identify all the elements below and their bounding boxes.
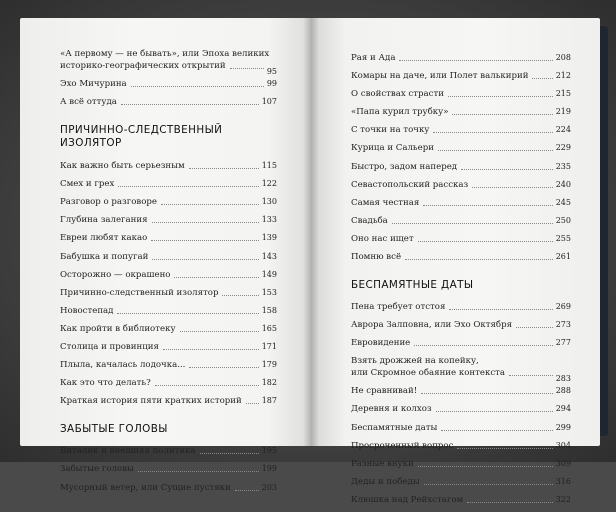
section-entries: [351, 301, 571, 349]
toc-dot-leader: [392, 222, 553, 224]
toc-entry: [351, 161, 571, 173]
section-heading: БЕСПАМЯТНЫЕ ДАТЫ: [351, 279, 474, 292]
toc-page-number: 203: [261, 482, 277, 492]
right-toc: [351, 52, 571, 512]
toc-dot-leader: [424, 483, 553, 485]
toc-entry: [60, 214, 277, 226]
toc-entry-title: Глубина залегания: [60, 215, 148, 226]
toc-entry: [351, 458, 571, 470]
toc-page-number: 322: [555, 494, 571, 504]
toc-dot-leader: [509, 374, 553, 376]
toc-entry-title: Как это что делать?: [60, 378, 151, 389]
toc-dot-leader: [230, 67, 264, 69]
toc-page-number: 95: [266, 67, 277, 76]
toc-entry-title: Беспамятные даты: [351, 422, 438, 433]
toc-page-number: 195: [261, 446, 277, 456]
toc-dot-leader: [467, 501, 553, 503]
toc-page-number: 149: [261, 269, 277, 279]
toc-page-number: 115: [261, 161, 277, 171]
toc-dot-leader: [438, 149, 553, 151]
toc-page-number: 219: [555, 107, 571, 117]
toc-entry: [351, 440, 571, 452]
toc-entry-title: Эхо Мичурина: [60, 79, 127, 89]
toc-entry-title: Комары на даче, или Полет валькирий: [351, 71, 529, 82]
toc-entry-title: Курица и Сальери: [351, 143, 434, 154]
toc-entry-title: «Папа курил трубку»: [351, 107, 449, 118]
toc-entry: [351, 319, 571, 331]
toc-entry-title: Разные внуки: [351, 458, 414, 469]
toc-entry-title: Деды и победы: [351, 476, 420, 487]
toc-dot-leader: [121, 103, 259, 105]
left-toc: [60, 48, 277, 500]
toc-dot-leader: [452, 113, 552, 115]
section-entries: [351, 52, 571, 263]
toc-dot-leader: [457, 447, 552, 449]
toc-entry-title: Осторожно — окрашено: [60, 269, 171, 280]
toc-entry: [60, 323, 277, 335]
toc-entry-title: С точки на точку: [351, 125, 430, 136]
toc-page-number: 224: [555, 125, 571, 135]
toc-page-number: 187: [261, 396, 277, 406]
toc-entry-title: Аврора Залповна, или Эхо Октября: [351, 320, 513, 331]
toc-dot-leader: [418, 240, 553, 242]
section-entries: [60, 445, 277, 493]
toc-entry-title: Забытые головы: [60, 464, 134, 475]
section-heading-line1: ПРИЧИННО-СЛЕДСТВЕННЫЙ: [60, 124, 223, 137]
toc-entry-title: Пена требует отстоя: [351, 302, 446, 313]
toc-dot-leader: [222, 294, 258, 296]
toc-entry-title: А всё оттуда: [60, 97, 117, 108]
toc-dot-leader: [433, 131, 552, 133]
toc-page-number: 245: [555, 197, 571, 207]
toc-entry-title: Столица и провинция: [60, 342, 159, 353]
toc-entry-title-line2: историко-географических открытий: [60, 61, 226, 71]
right-page: [311, 18, 600, 505]
toc-entry-title: Как пройти в библиотеку: [60, 323, 176, 334]
section-entries: [351, 385, 571, 506]
toc-entry: [351, 233, 571, 245]
toc-dot-leader: [532, 77, 552, 79]
toc-entry-title: Новостепад: [60, 305, 114, 316]
toc-entry-title-line2: или Скромное обаяние контекста: [351, 368, 506, 379]
toc-entry: [60, 269, 277, 281]
toc-entry-title: Разговор о разговоре: [60, 197, 158, 208]
toc-entry: [351, 106, 571, 118]
toc-entry: [351, 301, 571, 313]
toc-page-number: 304: [555, 440, 571, 450]
toc-entry: [60, 78, 277, 90]
toc-entry: [351, 88, 571, 100]
toc-page-number: 235: [555, 161, 571, 171]
toc-entry: [60, 482, 277, 494]
toc-entry: [351, 403, 571, 415]
toc-dot-leader: [405, 258, 553, 260]
toc-page-number: 299: [555, 422, 571, 432]
toc-dot-leader: [200, 452, 259, 454]
toc-page-number: 250: [555, 215, 571, 225]
toc-page-number: 122: [261, 179, 277, 189]
toc-dot-leader: [151, 239, 258, 241]
toc-entry: [351, 197, 571, 209]
toc-page-number: 212: [555, 71, 571, 81]
toc-entry-title: Евровидение: [351, 338, 411, 349]
toc-entry: [60, 232, 277, 244]
toc-dot-leader: [472, 186, 553, 188]
toc-page-number: 240: [555, 179, 571, 189]
toc-entry: [351, 215, 571, 227]
toc-entry: [60, 445, 277, 457]
toc-page-number: 133: [261, 215, 277, 225]
toc-page-number: 255: [555, 233, 571, 243]
toc-entry: [60, 463, 277, 475]
toc-dot-leader: [152, 221, 259, 223]
toc-dot-leader: [246, 402, 259, 404]
toc-entry-title: Свадьба: [351, 215, 388, 226]
toc-entry-title: Рая и Ада: [351, 53, 396, 63]
toc-entry: [60, 377, 277, 389]
toc-entry: [351, 179, 571, 191]
toc-entry: [60, 359, 277, 371]
toc-entry: [60, 48, 277, 76]
toc-dot-leader: [163, 348, 259, 350]
toc-entry: [351, 494, 571, 506]
toc-entry-title: Евреи любят какао: [60, 233, 148, 244]
toc-entry: [351, 124, 571, 136]
toc-dot-leader: [516, 326, 553, 328]
toc-page-number: 208: [555, 53, 571, 62]
toc-dot-leader: [161, 203, 259, 205]
toc-entry: [351, 385, 571, 397]
toc-page-number: 277: [555, 338, 571, 348]
toc-dot-leader: [118, 185, 258, 187]
toc-entry-title-line1: Взять дрожжей на копейку,: [351, 356, 479, 367]
section-heading: [60, 124, 277, 150]
toc-entry-title: Оно нас ищет: [351, 233, 414, 244]
toc-entry: [60, 305, 277, 317]
toc-page-number: 153: [261, 287, 277, 297]
toc-dot-leader: [414, 344, 552, 346]
toc-page-number: 215: [555, 89, 571, 99]
toc-page-number: 99: [266, 79, 277, 88]
toc-dot-leader: [235, 489, 259, 491]
toc-entry: [351, 251, 571, 263]
toc-dot-leader: [138, 470, 259, 472]
toc-entry-title: Бабушка и попугай: [60, 251, 149, 262]
toc-page-number: 165: [261, 323, 277, 333]
toc-page-number: 179: [261, 360, 277, 370]
toc-dot-leader: [180, 330, 259, 332]
toc-page-number: 107: [261, 97, 277, 107]
toc-entry-title: О свойствах страсти: [351, 89, 444, 100]
toc-dot-leader: [155, 384, 259, 386]
toc-entry-title: Виталик и внешняя политика: [60, 446, 196, 457]
toc-dot-leader: [189, 366, 258, 368]
toc-page-number: 143: [261, 251, 277, 261]
toc-dot-leader: [441, 429, 552, 431]
toc-entry: [351, 337, 571, 349]
toc-entry-title: Деревня и колхоз: [351, 404, 432, 415]
toc-entry: [60, 160, 277, 172]
left-page: [20, 18, 311, 493]
toc-entry-title: Как важно быть серьезным: [60, 161, 185, 172]
toc-entry-title: Севастопольский рассказ: [351, 179, 469, 190]
toc-entry: [60, 196, 277, 208]
toc-entry-title: Плыла, качалась лодочка...: [60, 360, 186, 371]
toc-entry: [351, 52, 571, 64]
toc-dot-leader: [436, 410, 553, 412]
toc-page-number: 316: [555, 476, 571, 486]
toc-entry-title: Мусорный ветер, или Сущие пустяки: [60, 482, 231, 493]
toc-entry: [60, 251, 277, 263]
toc-entry: [60, 395, 277, 407]
toc-page-number: 273: [555, 320, 571, 330]
toc-entry-title: Клюшка над Рейхстагом: [351, 494, 464, 505]
toc-entry-title-line1: «А первому — не бывать», или Эпоха великих: [60, 49, 270, 59]
toc-page-number: 171: [261, 342, 277, 352]
toc-entry-title: Помню всё: [351, 252, 402, 263]
toc-page-number: 229: [555, 143, 571, 153]
toc-page-number: 130: [261, 197, 277, 207]
toc-page-number: 139: [261, 233, 277, 243]
toc-entry: [351, 476, 571, 488]
toc-entry-title: Не сравнивай!: [351, 386, 418, 397]
toc-dot-leader: [189, 167, 259, 169]
toc-dot-leader: [449, 308, 552, 310]
toc-entry-title: Краткая история пяти кратких историй: [60, 396, 242, 407]
toc-entry: [60, 287, 277, 299]
toc-entry: [60, 341, 277, 353]
toc-dot-leader: [131, 85, 264, 87]
toc-dot-leader: [152, 258, 258, 260]
section-entries: [60, 160, 277, 407]
toc-entry-title: Быстро, задом наперед: [351, 161, 458, 172]
toc-page-number: 283: [555, 374, 571, 384]
toc-entry: [60, 96, 277, 108]
toc-dot-leader: [399, 59, 552, 61]
toc-entry: [351, 422, 571, 434]
open-book: [20, 18, 602, 505]
toc-dot-leader: [448, 95, 553, 97]
toc-entry-title: Самая честная: [351, 197, 420, 208]
toc-page-number: 309: [555, 458, 571, 468]
toc-dot-leader: [423, 204, 552, 206]
toc-dot-leader: [418, 465, 553, 467]
toc-entry: [351, 142, 571, 154]
book-spine-shadow: [303, 18, 319, 446]
toc-page-number: 294: [555, 404, 571, 414]
toc-dot-leader: [461, 168, 553, 170]
toc-entry: [60, 178, 277, 190]
toc-dot-leader: [421, 392, 553, 394]
toc-page-number: 269: [555, 302, 571, 312]
toc-entry-title: Просроченный вопрос: [351, 440, 454, 451]
toc-page-number: 182: [261, 378, 277, 388]
toc-dot-leader: [174, 276, 258, 278]
toc-dot-leader: [117, 312, 258, 314]
toc-entry-title: Причинно-следственный изолятор: [60, 287, 219, 298]
section-heading: ЗАБЫТЫЕ ГОЛОВЫ: [60, 423, 168, 436]
toc-page-number: 199: [261, 464, 277, 474]
toc-page-number: 261: [555, 252, 571, 262]
toc-entry: [351, 355, 571, 384]
toc-page-number: 288: [555, 386, 571, 396]
toc-entry: [351, 70, 571, 82]
toc-page-number: 158: [261, 305, 277, 315]
section-heading-line2: ИЗОЛЯТОР: [60, 137, 122, 150]
toc-entry-title: Смех и грех: [60, 179, 115, 190]
